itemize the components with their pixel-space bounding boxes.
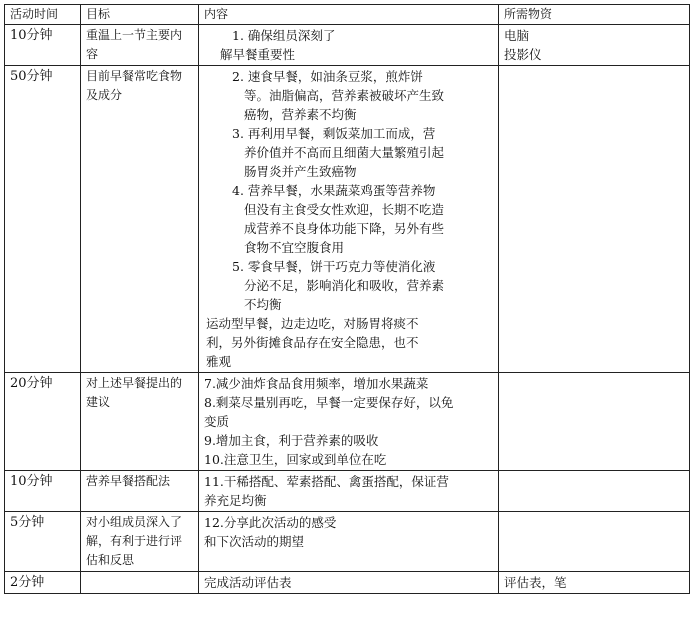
content-line: 运动型早餐，边走边吃，对肠胃将痰不 [206,316,419,331]
activity-plan-table [4,4,690,594]
content-line: 11.干稀搭配、荤素搭配、禽蛋搭配，保证营 [204,474,449,489]
cell-content [199,572,499,594]
content-line: 12.分享此次活动的感受 [204,515,337,530]
cell-content [199,471,499,512]
cell-content [199,66,499,373]
cell-materials [499,512,690,572]
header-materials: 所需物资 [499,5,690,25]
cell-content [199,25,499,66]
cell-content [199,512,499,572]
table-row [5,25,690,66]
cell-goal [81,572,199,594]
goal-line: 容 [86,47,99,61]
header-content: 内容 [199,5,499,25]
cell-materials [499,572,690,594]
cell-materials [499,373,690,471]
content-line: 9.增加主食，利于营养素的吸收 [204,433,379,448]
content-line: 和下次活动的期望 [204,534,305,549]
cell-time: 50分钟 [5,66,81,373]
goal-line: 营养早餐搭配法 [86,474,171,488]
content-line: 5. 零食早餐，饼干巧克力等使消化液 [232,259,436,274]
content-line: 4. 营养早餐，水果蔬菜鸡蛋等营养物 [232,183,436,198]
content-line: 肠胃炎并产生致癌物 [244,164,357,179]
cell-goal [81,66,199,373]
material-item: 电脑 [504,28,530,43]
content-line: 8.剩菜尽量别再吃，早餐一定要保存好，以免 [204,395,454,410]
content-line: 分泌不足，影响消化和吸收，营养素 [244,278,445,293]
table-row [5,572,690,594]
content-line: 完成活动评估表 [204,575,292,590]
goal-line: 建议 [86,395,111,409]
goal-line: 及成分 [86,88,123,102]
content-line: 成营养不良身体功能下降，另外有些 [244,221,445,236]
cell-goal [81,471,199,512]
header-goal: 目标 [81,5,199,25]
table-header-row [5,5,690,25]
cell-time: 10分钟 [5,471,81,512]
content-line: 癌物，营养素不均衡 [244,107,357,122]
table-row [5,66,690,373]
goal-line: 对上述早餐提出的 [86,376,183,390]
goal-line: 重温上一节主要内 [86,28,183,42]
content-line: 解早餐重要性 [220,47,296,62]
material-item: 评估表，笔 [504,575,567,590]
content-line: 变质 [204,414,230,429]
cell-time: 10分钟 [5,25,81,66]
content-line: 食物不宜空腹食用 [244,240,345,255]
table-row [5,512,690,572]
table-row [5,373,690,471]
goal-line: 估和反思 [86,553,135,567]
content-line: 10.注意卫生，回家或到单位在吃 [204,452,387,467]
content-line: 但没有主食受女性欢迎，长期不吃造 [244,202,445,217]
content-line: 养价值并不高而且细菌大量繁殖引起 [244,145,445,160]
cell-goal [81,25,199,66]
goal-line: 对小组成员深入了 [86,515,183,529]
content-line: 雅观 [206,354,232,369]
goal-line: 解，有利于进行评 [86,534,183,548]
content-line: 利，另外街摊食品存在安全隐患，也不 [206,335,419,350]
content-line: 7.减少油炸食品食用频率，增加水果蔬菜 [204,376,429,391]
cell-goal [81,512,199,572]
content-line: 2. 速食早餐，如油条豆浆，煎炸饼 [232,69,423,84]
content-line: 1. 确保组员深刻了 [232,28,336,43]
header-time: 活动时间 [5,5,81,25]
material-item: 投影仪 [504,47,542,62]
content-line: 不均衡 [244,297,282,312]
table-body [5,25,690,594]
cell-materials [499,471,690,512]
cell-content [199,373,499,471]
cell-time: 2分钟 [5,572,81,594]
cell-materials [499,25,690,66]
goal-line: 目前早餐常吃食物 [86,69,183,83]
table-row [5,471,690,512]
cell-goal [81,373,199,471]
cell-time: 5分钟 [5,512,81,572]
content-line: 3. 再利用早餐，剩饭菜加工而成，营 [232,126,436,141]
cell-time: 20分钟 [5,373,81,471]
content-line: 养充足均衡 [204,493,267,508]
content-line: 等。油脂偏高，营养素被破坏产生致 [244,88,445,103]
cell-materials [499,66,690,373]
